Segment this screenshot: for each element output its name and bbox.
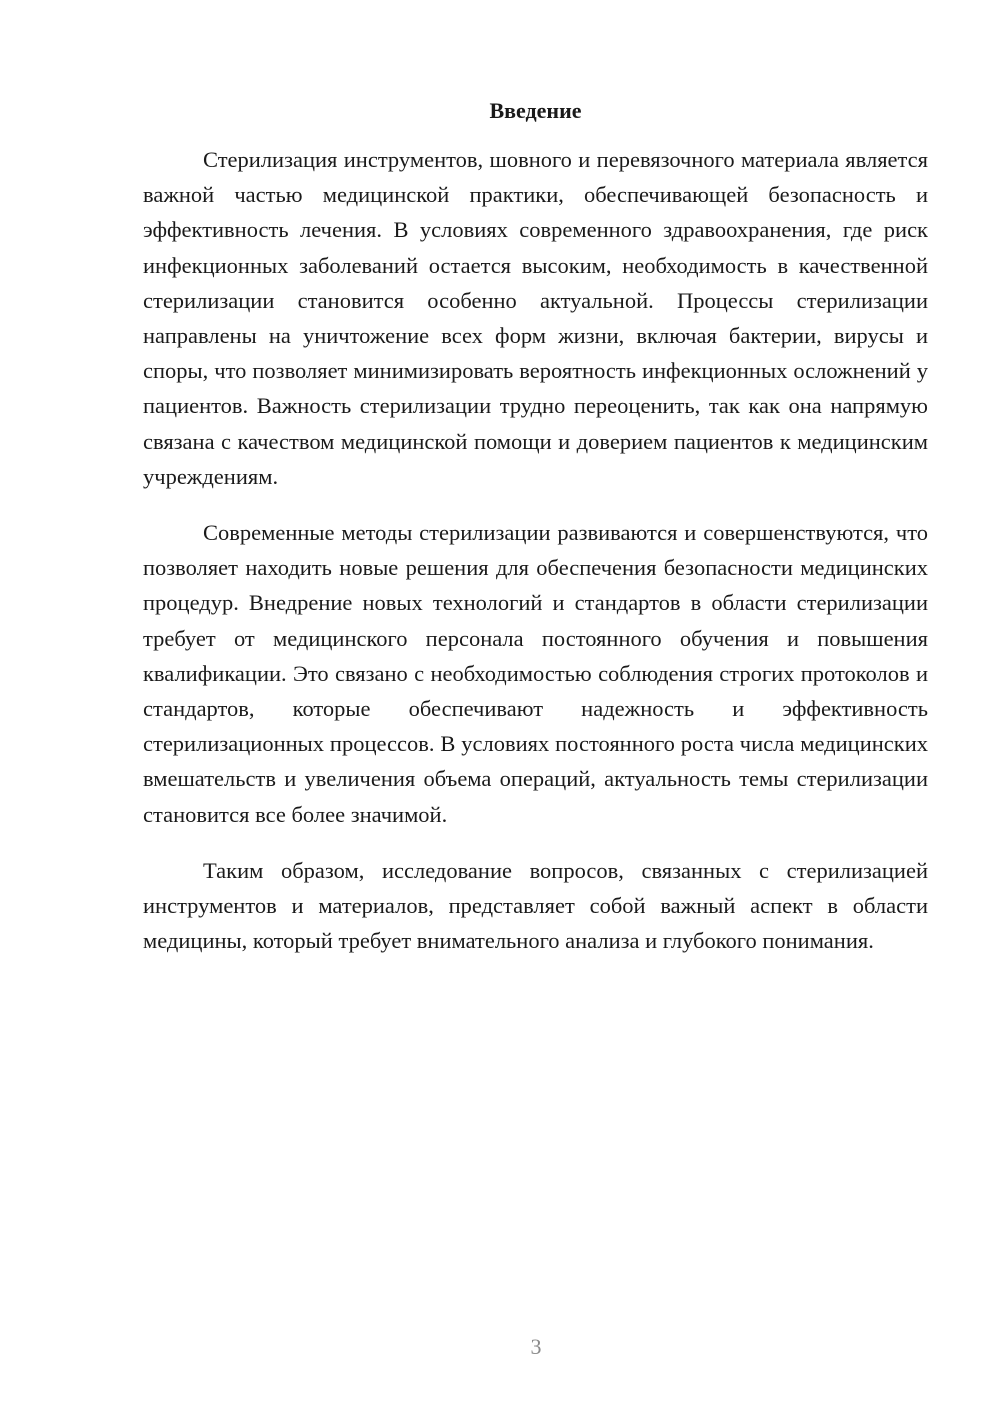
paragraph-2: Современные методы стерилизации развиваются и совершенствуются, что позволяет находить новые решения для обеспечения безопасности медицинских процедур. Внедрение новых технологий и стандартов в области стерилизации требует от медицинского персонала постоянного обучения и повышения квалификации. Это связано с необходимостью соблюдения строгих протоколов и стандартов, которые обеспечивают надежность и эффективность стерилизационных процессов. В условиях постоянного роста числа медицинских вмешательств и увеличения объема операций, актуальность темы стерилизации становится все более значимой. [143,520,928,827]
paragraph-1: Стерилизация инструментов, шовного и перевязочного материала является важной частью медицинской практики, обеспечивающей безопасность и эффективность лечения. В условиях современного здравоохранения, где риск инфекционных заболеваний остается высоким, необходимость в качественной стерилизации становится особенно актуальной. Процессы стерилизации направлены на уничтожение всех форм жизни, включая бактерии, вирусы и споры, что позволяет минимизировать вероятность инфекционных осложнений у пациентов. Важность стерилизации трудно переоценить, так как она напрямую связана с качеством медицинской помощи и доверием пациентов к медицинским учреждениям. [143,147,928,489]
page-number: 3 [530,1334,542,1359]
document-body [143,142,928,979]
paragraph-3: Таким образом, исследование вопросов, связанных с стерилизацией инструментов и материалов, представляет собой важный аспект в области медицины, который требует внимательного анализа и глубокого понимания. [143,857,928,954]
page-title: Введение [489,98,582,123]
